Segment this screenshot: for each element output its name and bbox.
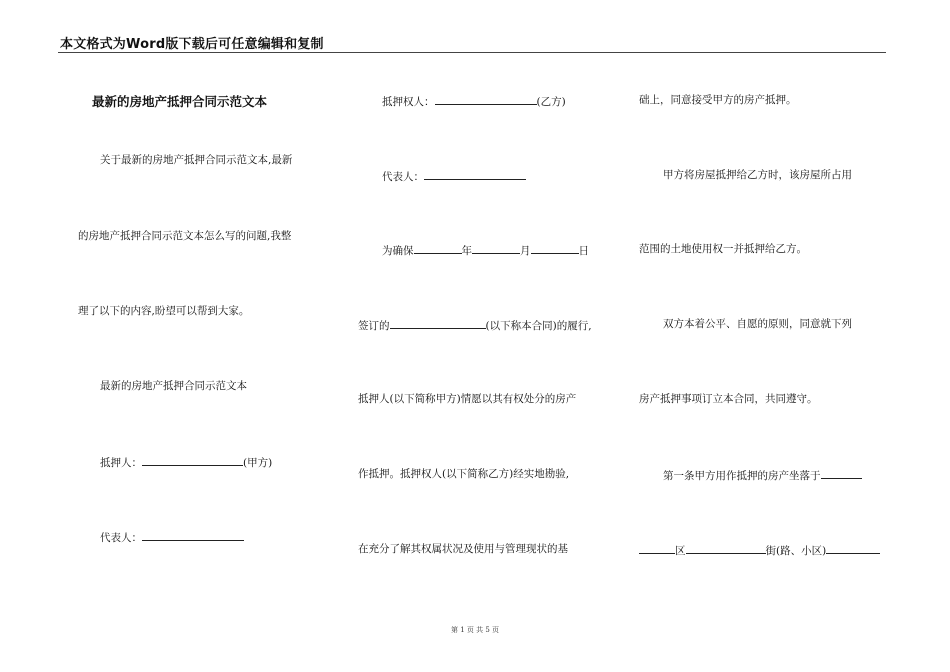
year-blank — [414, 242, 462, 254]
year-label: 年 — [461, 245, 472, 257]
col3-paragraph-4: 双方本着公平、自愿的原则，同意就下列 — [663, 318, 852, 330]
mortgagee-label: 抵押权人： — [382, 96, 435, 108]
subtitle: 最新的房地产抵押合同示范文本 — [100, 380, 247, 392]
article-1-text: 第一条甲方用作抵押的房产坐落于 — [663, 470, 821, 482]
district-blank — [686, 542, 766, 554]
document-title: 最新的房地产抵押合同示范文本 — [92, 94, 268, 109]
representative-blank-1 — [142, 529, 244, 541]
month-label: 月 — [520, 245, 531, 257]
col2-paragraph-1: 抵押人(以下简称甲方)情愿以其有权处分的房产 — [358, 393, 577, 405]
representative-line-1 — [100, 529, 244, 545]
month-blank — [472, 242, 520, 254]
col3-paragraph-5: 房产抵押事项订立本合同，共同遵守。 — [639, 393, 818, 405]
location-blank — [821, 467, 862, 479]
street-blank — [826, 542, 880, 554]
mortgagee-party: (乙方) — [536, 96, 566, 108]
date-prefix: 为确保 — [382, 245, 414, 257]
day-blank — [531, 242, 579, 254]
signed-line — [358, 317, 592, 333]
mortgagor-blank — [142, 454, 243, 466]
mortgagor-party: (甲方) — [243, 457, 273, 469]
mortgagee-line — [382, 93, 566, 109]
col3-paragraph-3: 范围的土地使用权一并抵押给乙方。 — [639, 243, 807, 255]
representative-blank-2 — [424, 168, 526, 180]
header-divider — [58, 52, 886, 53]
street-label: 街(路、小区) — [765, 545, 827, 557]
representative-label-2: 代表人： — [382, 171, 424, 183]
article-1-line — [663, 467, 862, 483]
representative-label-1: 代表人： — [100, 532, 142, 544]
signed-prefix: 签订的 — [358, 320, 390, 332]
page-number: 第 1 页 共 5 页 — [450, 626, 500, 634]
district-label: 区 — [675, 545, 686, 557]
intro-line-3: 理了以下的内容,盼望可以帮到大家。 — [78, 305, 250, 317]
intro-line-2: 的房地产抵押合同示范文本怎么写的问题,我整 — [78, 230, 292, 242]
city-blank — [639, 542, 675, 554]
address-line — [639, 542, 880, 558]
representative-line-2 — [382, 168, 526, 184]
intro-line-1: 关于最新的房地产抵押合同示范文本,最新 — [100, 154, 293, 166]
col2-paragraph-3: 在充分了解其权属状况及使用与管理现状的基 — [358, 543, 568, 555]
mortgagor-label: 抵押人： — [100, 457, 142, 469]
signed-suffix: (以下称本合同)的履行, — [485, 320, 592, 332]
date-line — [382, 242, 589, 258]
header-title: 本文格式为Word版下载后可任意编辑和复制 — [60, 37, 324, 52]
contract-blank — [390, 317, 486, 329]
col2-paragraph-2: 作抵押。抵押权人(以下简称乙方)经实地勘验, — [358, 468, 570, 480]
col3-paragraph-2: 甲方将房屋抵押给乙方时，该房屋所占用 — [663, 169, 852, 181]
day-label: 日 — [578, 245, 589, 257]
col3-paragraph-1: 础上，同意接受甲方的房产抵押。 — [639, 94, 797, 106]
mortgagee-blank — [435, 93, 537, 105]
mortgagor-line — [100, 454, 272, 470]
